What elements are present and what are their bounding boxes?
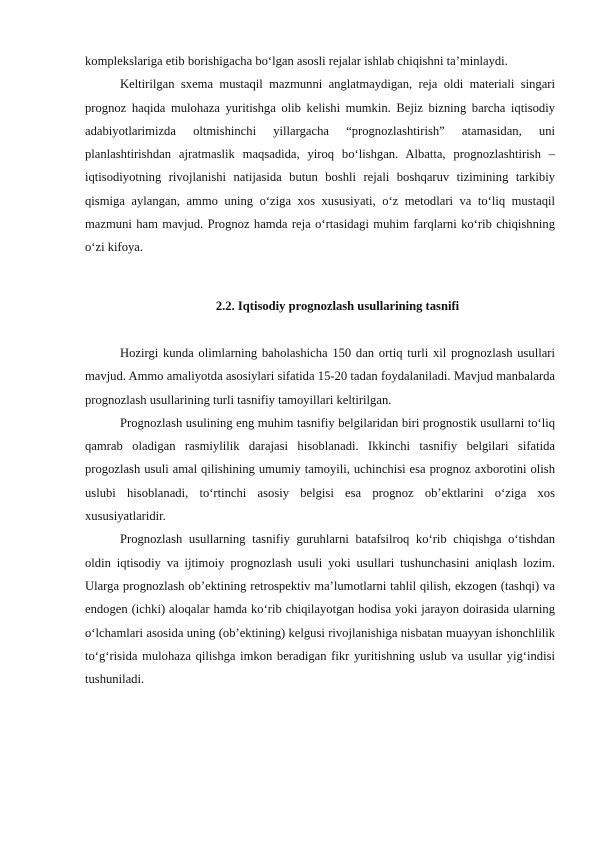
paragraph-methods-count: Hozirgi kunda olimlarning baholashicha 150 dan ortiq turli xil prognozlash usullari mavjud. Ammo amaliyotda asosiylari sifatida 15-20 tadan foydalaniladi. Mavjud manbalarda prognozlash usullarining turli tasnifiy tamoyillari keltirilgan. [85,345,555,407]
section-gap [85,260,555,295]
paragraph-classification-signs: Prognozlash usulining eng muhim tasnifiy belgilaridan biri prognostik usullarni to‘liq qamrab oladigan rasmiylilik darajasi hisoblanadi. Ikkinchi tasnifiy belgilari sifatida progozlash usuli amal qilishining umumiy tamoyili, uchinchisi esa prognoz axborotini olish uslubi hisoblanadi, to‘rtinchi asosiy belgisi esa prognoz ob’ektlarini o‘ziga xos xususiyatlaridir. [85,415,555,524]
paragraph-continuation: komplekslariga etib borishigacha bo‘lgan asosli rejalar ishlab chiqishni ta’minlaydi. [85,54,508,68]
document-page [85,50,555,691]
paragraph-method-definition: Prognozlash usullarning tasnifiy guruhlarni batafsilroq ko‘rib chiqishga o‘tishdan oldin iqtisodiy va ijtimoiy prognozlash usuli yoki usullari tushunchasini aniqlash lozim. Ularga prognozlash ob’ektining retrospektiv ma’lumotlarni tahlil qilish, ekzogen (tashqi) va endogen (ichki) aloqalar hamda ko‘rib chiqilayotgan hodisa yoki jarayon doirasida ularning o‘lchamlari asosida uning (ob’ektining) kelgusi rivojlanishiga nisbatan muayyan ishonchlilik to‘g‘risida mulohaza qilishga imkon beradigan fikr yuritishning uslub va usullar yig‘indisi tushuniladi. [85,532,555,687]
heading-gap [85,318,555,342]
paragraph-scheme: Keltirilgan sxema mustaqil mazmunni anglatmaydigan, reja oldi materiali singari prognoz haqida mulohaza yuritishga olib kelishi mumkin. Bejiz bizning barcha iqtisodiy adabiyotlarimizda oltmishinchi yillargacha “prognozlashtirish” atamasidan, uni planlashtirishdan ajratmaslik maqsadida, yiroq bo‘lishgan. Albatta, prognozlashtirish – iqtisodiyotning rivojlanishi natijasida butun boshli rejali boshqaruv tizimining tarkibiy qismiga aylangan, ammo uning o‘ziga xos xususiyati, o‘z metodlari va to‘liq mustaqil mazmuni ham mavjud. Prognoz hamda reja o‘rtasidagi muhim farqlarni ko‘rib chiqishning o‘zi kifoya. [85,77,555,255]
section-heading: 2.2. Iqtisodiy prognozlash usullarining tasnifi [215,298,460,313]
